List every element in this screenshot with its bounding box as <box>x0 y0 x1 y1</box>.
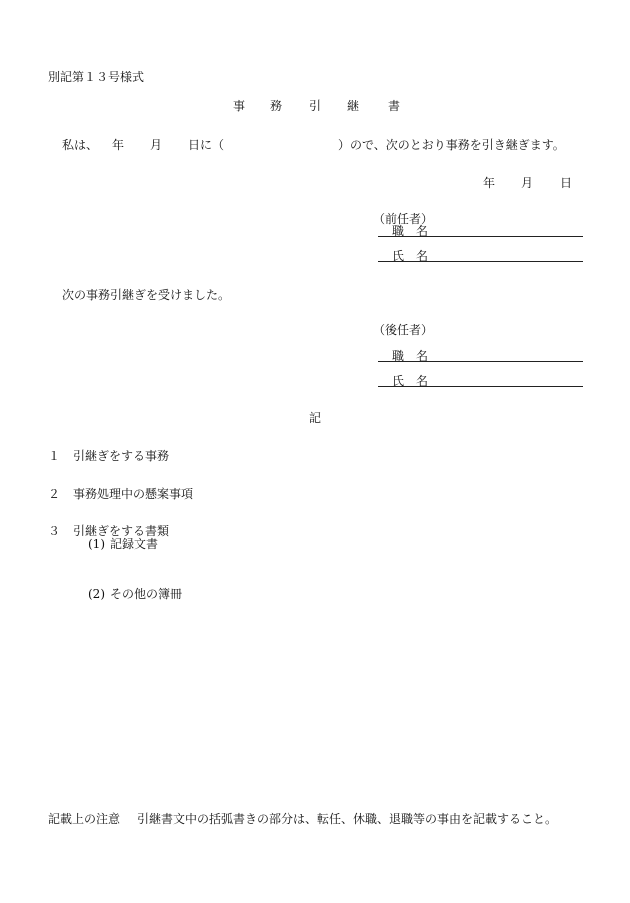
statement-month: 月 <box>150 138 163 152</box>
predecessor-heading: （前任者） <box>373 212 434 226</box>
item-3-text: 引継ぎをする書類 <box>73 524 170 538</box>
title-char-5: 書 <box>388 99 401 113</box>
successor-name-line <box>378 386 583 387</box>
note-text: 引継書文中の括弧書きの部分は、転任、休職、退職等の事由を記載すること。 <box>137 812 558 826</box>
form-label: 別記第１３号様式 <box>48 70 145 84</box>
received-text: 次の事務引継ぎを受けました。 <box>62 288 231 302</box>
predecessor-name-label: 氏 名 <box>392 249 429 263</box>
predecessor-title-line <box>378 236 583 237</box>
subitem-2-num: (2) <box>88 587 105 601</box>
statement-day-open: 日に（ <box>188 138 225 152</box>
subitem-2-text: その他の簿冊 <box>110 587 183 601</box>
title-char-4: 継 <box>347 99 360 113</box>
successor-heading: （後任者） <box>373 323 434 337</box>
statement-close: ）ので、次のとおり事務を引き継ぎます。 <box>338 138 565 152</box>
statement-prefix: 私は、 <box>62 138 99 152</box>
item-1-text: 引継ぎをする事務 <box>73 449 170 463</box>
note-label: 記載上の注意 <box>48 812 121 826</box>
title-char-3: 引 <box>309 99 322 113</box>
item-2-text: 事務処理中の懸案事項 <box>73 487 194 501</box>
item-1-num: １ <box>48 449 61 463</box>
ki-mark: 記 <box>309 411 322 425</box>
date-month: 月 <box>521 176 534 190</box>
successor-title-label: 職 名 <box>392 349 429 363</box>
statement-year: 年 <box>112 138 125 152</box>
predecessor-title-label: 職 名 <box>392 224 429 238</box>
date-day: 日 <box>560 176 573 190</box>
title-char-1: 事 <box>233 99 246 113</box>
successor-name-label: 氏 名 <box>392 374 429 388</box>
title-char-2: 務 <box>270 99 283 113</box>
subitem-1-num: (1) <box>88 537 105 551</box>
item-3-num: ３ <box>48 524 61 538</box>
predecessor-name-line <box>378 261 583 262</box>
date-year: 年 <box>483 176 496 190</box>
subitem-1-text: 記録文書 <box>110 537 159 551</box>
successor-title-line <box>378 361 583 362</box>
item-2-num: ２ <box>48 487 61 501</box>
